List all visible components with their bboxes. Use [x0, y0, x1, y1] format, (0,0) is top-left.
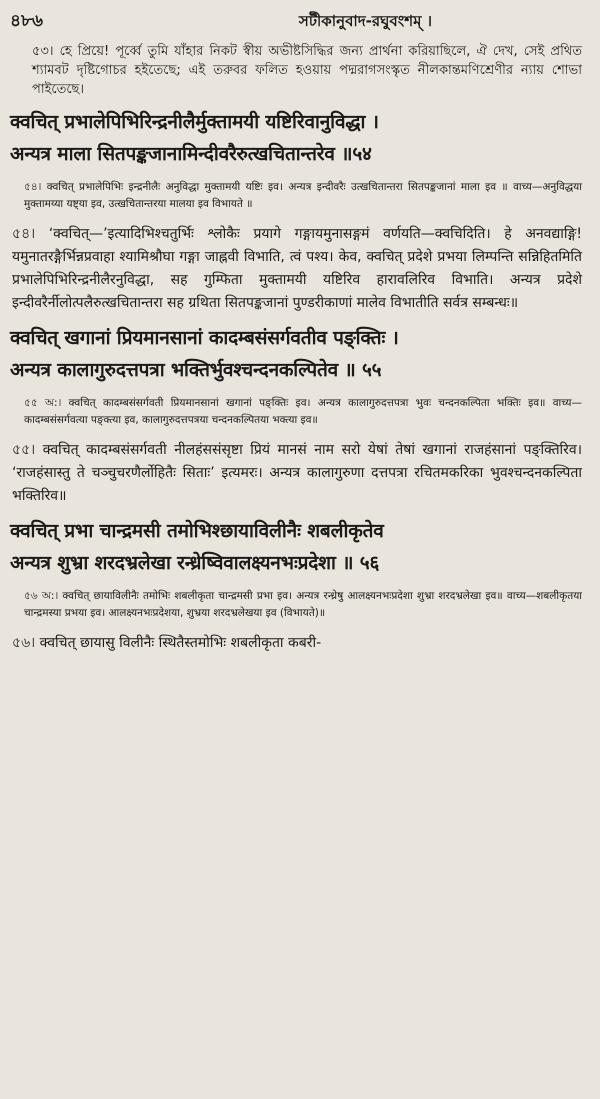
- page-header: [10, 8, 582, 36]
- verse-54-line-1: क्वचित् प्रभालेपिभिरिन्द्रनीलैर्मुक्तामयी यष्टिरिवानुविद्धा ।: [10, 111, 379, 133]
- verse-56-line-1: क्वचित् प्रभा चान्द्रमसी तमोभिश्छायाविलीनैः शबलीकृतेव: [10, 520, 384, 542]
- commentary-anvaya-54: ৫৪। क्वचित् प्रभालेपिभिः इन्द्रनीलैः अनुविद्धा मुक्तामयी यष्टिः इव। अन्यत्र इन्दीवरैः उत्खचितान्तरा सितपङ्कजानां माला इव ॥ वाच्य—अनुविद्धया मुक्तामय्या यष्ट्या इव, उत्खचितान्तरया मालया इव विभायते ॥: [24, 181, 582, 210]
- running-title: সটীকানুবাদ-রঘুবংশম্ ।: [298, 12, 432, 30]
- bengali-translation-53: ৫৩। হে প্রিয়ে! পূর্ব্বে তুমি যাঁহার নিকট স্বীয় অভীষ্টসিদ্ধির জন্য প্রার্থনা করিয়াছিলে, ঐ দেখ, সেই প্রথিত শ্যামবট দৃষ্টিগোচর হইতেছে; এই তরুবর ফলিত হওয়ায় পদ্মরাগসংস্কৃত নীলকান্তমণিশ্রেণীর ন্যায় শোভা পাইতেছে।: [32, 44, 582, 97]
- commentary-anvaya-56: ৫৬ অ:। क्वचित् छायाविलीनैः तमोभिः शबलीकृता चान्द्रमसी प्रभा इव। अन्यत्र रन्ध्रेषु आलक्ष्यनभःप्रदेशा शुभ्रा शरदभ्रलेखा इव॥ वाच्य—शबलीकृतया चान्द्रमस्या प्रभया इव। आलक्ष्यनभःप्रदेशया, शुभ्रया शरदभ्रलेखया इव (विभायते)॥: [24, 590, 582, 619]
- verse-54-line-2: अन्यत्र माला सितपङ्कजानामिन्दीवरैरुत्खचितान्तरेव ॥५४: [10, 143, 372, 165]
- explanation-54: ৫৪। ‘क्वचित्—’इत्यादिभिश्चतुर्भिः श्लोकैः प्रयागे गङ्गायमुनासङ्गमं वर्णयति—क्वचिदिति। हे अनवद्याङ्गि! यमुनातरङ्गैर्भिन्नप्रवाहा श्यामिश्रौघा गङ्गा जाह्नवी विभाति, त्वं पश्य। केव, क्वचित् प्रदेशे प्रभया लिम्पन्ति सन्निहितमिति प्रभालेपिभिरिन्द्रनीलैरनुविद्धा, सह गुम्फिता मुक्तामयी यष्टिरिव हारावलिरिव विभाति। अन्यत्र प्रदेशे इन्दीवरैर्नीलोत्पलैरुत्खचितान्तरा सह ग्रथिता सितपङ्कजानां पुण्डरीकाणां मालेव विभातीति सर्वत्र सम्बन्धः॥: [12, 226, 582, 311]
- explanation-55: ৫৫। क्वचित् कादम्बसंसर्गवती नीलहंससंसृष्टा प्रियं मानसं नाम सरो येषां तेषां खगानां राजहंसानां पङ्क्तिरिव। ‘राजहंसास्तु ते चञ्चुचरणैर्लोहितैः सिताः’ इत्यमरः। अन्यत्र कालागुरुणा दत्तपत्रा रचितमकरिका भुवश्चन्दनकल्पिता भक्तिरिव॥: [12, 442, 582, 504]
- verse-55-line-1: क्वचित् खगानां प्रियमानसानां कादम्बसंसर्गवतीव पङ्क्तिः ।: [10, 327, 399, 349]
- commentary-anvaya-55: ৫৫ অ:। क्वचित् कादम्बसंसर्गवती प्रियमानसानां खगानां पङ्क्तिः इव। अन्यत्र कालागुरुदत्तपत्रा भुवः चन्दनकल्पिता भक्तिः इव॥ वाच्य—कादम्बसंसर्गवत्या पङ्क्त्या इव, कालागुरुदत्तपत्रया चन्दनकल्पितया भक्त्या इव॥: [24, 397, 582, 426]
- verse-55-line-2: अन्यत्र कालागुरुदत्तपत्रा भक्तिर्भुवश्चन्दनकल्पितेव ॥ ५५: [10, 359, 382, 381]
- verse-56-line-2: अन्यत्र शुभ्रा शरदभ्रलेखा रन्ध्रेष्विवालक्ष्यनभःप्रदेशा ॥ ५६: [10, 552, 380, 574]
- explanation-56: ৫৬। क्वचित् छायासु विलीनैः स्थितैस्तमोभिः शबलीकृता कबरी-: [12, 635, 322, 651]
- page-number: ৪৮৬: [10, 11, 44, 31]
